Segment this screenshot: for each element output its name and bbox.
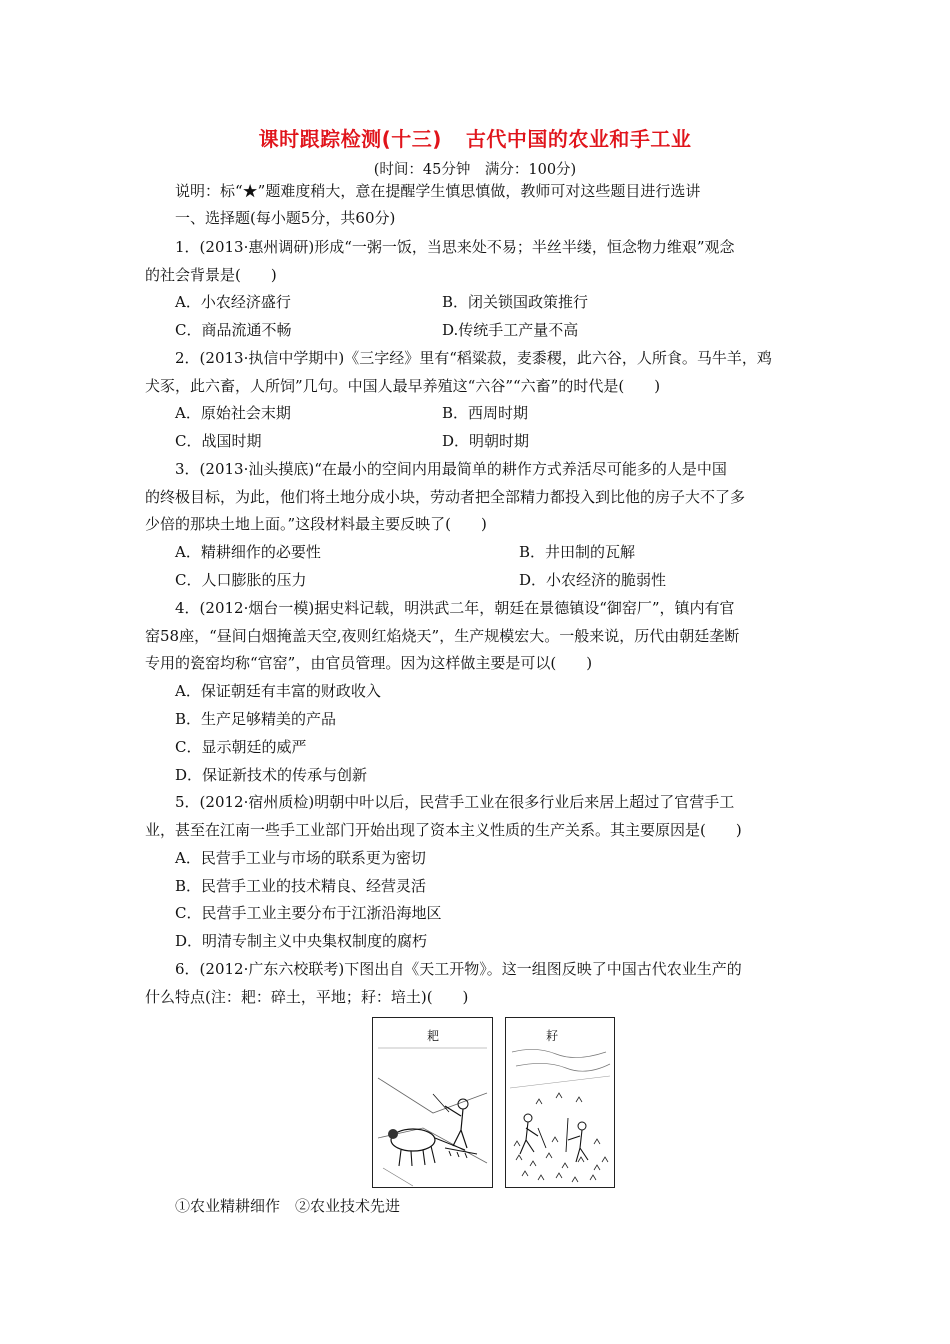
- q5-stem-line2: 业，甚至在江南一些手工业部门开始出现了资本主义性质的生产关系。其主要原因是( ): [145, 821, 742, 839]
- q5-stem-line1: 5．(2012·宿州质检)明朝中叶以后，民营手工业在很多行业后来居上超过了官营手工: [175, 793, 735, 811]
- q3-option-a[interactable]: A．精耕细作的必要性: [175, 543, 321, 561]
- q2-option-d[interactable]: D．明朝时期: [442, 432, 530, 450]
- document-title: 课时跟踪检测(十三) 古代中国的农业和手工业: [258, 127, 692, 151]
- q1-option-d[interactable]: D.传统手工产量不高: [442, 321, 579, 339]
- q4-option-c[interactable]: C．显示朝廷的威严: [175, 738, 307, 756]
- q1-option-b[interactable]: B．闭关锁国政策推行: [442, 293, 589, 311]
- q4-stem-line2: 窑58座，“昼间白烟掩盖天空,夜则红焰烧天”，生产规模宏大。一般来说，历代由朝廷垄断: [145, 627, 740, 645]
- q5-option-a[interactable]: A．民营手工业与市场的联系更为密切: [175, 849, 426, 867]
- instructions: 说明：标“★”题难度稍大，意在提醒学生慎思慎做，教师可对这些题目进行选讲: [175, 182, 701, 200]
- q2-option-b[interactable]: B．西周时期: [442, 404, 529, 422]
- harrow-drawing: [373, 1018, 492, 1187]
- q2-option-c[interactable]: C．战国时期: [175, 432, 262, 450]
- q3-stem-line1: 3．(2013·汕头摸底)“在最小的空间内用最简单的耕作方式养活尽可能多的人是中国: [175, 460, 727, 478]
- q4-stem-line1: 4．(2012·烟台一模)据史料记载，明洪武二年，朝廷在景德镇设“御窑厂”，镇内有官: [175, 599, 735, 617]
- q5-option-d[interactable]: D．明清专制主义中央集权制度的腐朽: [175, 932, 428, 950]
- q2-stem-line1: 2．(2013·执信中学期中)《三字经》里有“稻粱菽，麦黍稷，此六谷，人所食。马牛羊，鸡: [175, 349, 772, 367]
- q3-option-d[interactable]: D．小农经济的脆弱性: [519, 571, 667, 589]
- q3-stem-line3: 少倍的那块土地上面。”这段材料最主要反映了( ): [145, 515, 487, 533]
- q6-stem-line1: 6．(2012·广东六校联考)下图出自《天工开物》。这一组图反映了中国古代农业生产的: [175, 960, 742, 978]
- hoe-label: 耔: [546, 1029, 559, 1043]
- q1-option-a[interactable]: A．小农经济盛行: [175, 293, 291, 311]
- q1-option-c[interactable]: C．商品流通不畅: [175, 321, 292, 339]
- q5-option-c[interactable]: C．民营手工业主要分布于江浙沿海地区: [175, 904, 442, 922]
- q1-stem-line1: 1．(2013·惠州调研)形成“一粥一饭，当思来处不易；半丝半缕，恒念物力维艰”观念: [175, 238, 735, 256]
- q4-option-b[interactable]: B．生产足够精美的产品: [175, 710, 337, 728]
- q3-option-b[interactable]: B．井田制的瓦解: [519, 543, 636, 561]
- hoe-drawing: [506, 1018, 614, 1187]
- q1-stem-line2: 的社会背景是( ): [145, 266, 277, 284]
- q3-option-c[interactable]: C．人口膨胀的压力: [175, 571, 307, 589]
- hoe-illustration: [505, 1017, 615, 1188]
- figure-caption: ①农业精耕细作 ②农业技术先进: [175, 1197, 401, 1215]
- q3-stem-line2: 的终极目标，为此，他们将土地分成小块，劳动者把全部精力都投入到比他的房子大不了多: [145, 488, 746, 506]
- q5-option-b[interactable]: B．民营手工业的技术精良、经营灵活: [175, 877, 427, 895]
- q6-stem-line2: 什么特点(注：耙：碎土，平地；耔：培土)( ): [145, 988, 469, 1006]
- harrow-illustration: [372, 1017, 493, 1188]
- q2-stem-line2: 犬豕，此六畜，人所饲”几句。中国人最早养殖这“六谷”“六畜”的时代是( ): [145, 377, 661, 395]
- exam-meta: (时间：45分钟 满分：100分): [373, 162, 577, 178]
- q4-option-a[interactable]: A．保证朝廷有丰富的财政收入: [175, 682, 381, 700]
- harrow-label: 耙: [427, 1029, 440, 1043]
- q4-stem-line3: 专用的瓷窑均称“官窑”，由官员管理。因为这样做主要是可以( ): [145, 654, 593, 672]
- q2-option-a[interactable]: A．原始社会末期: [175, 404, 291, 422]
- q4-option-d[interactable]: D．保证新技术的传承与创新: [175, 766, 368, 784]
- section-heading: 一、选择题(每小题5分，共60分): [175, 209, 396, 227]
